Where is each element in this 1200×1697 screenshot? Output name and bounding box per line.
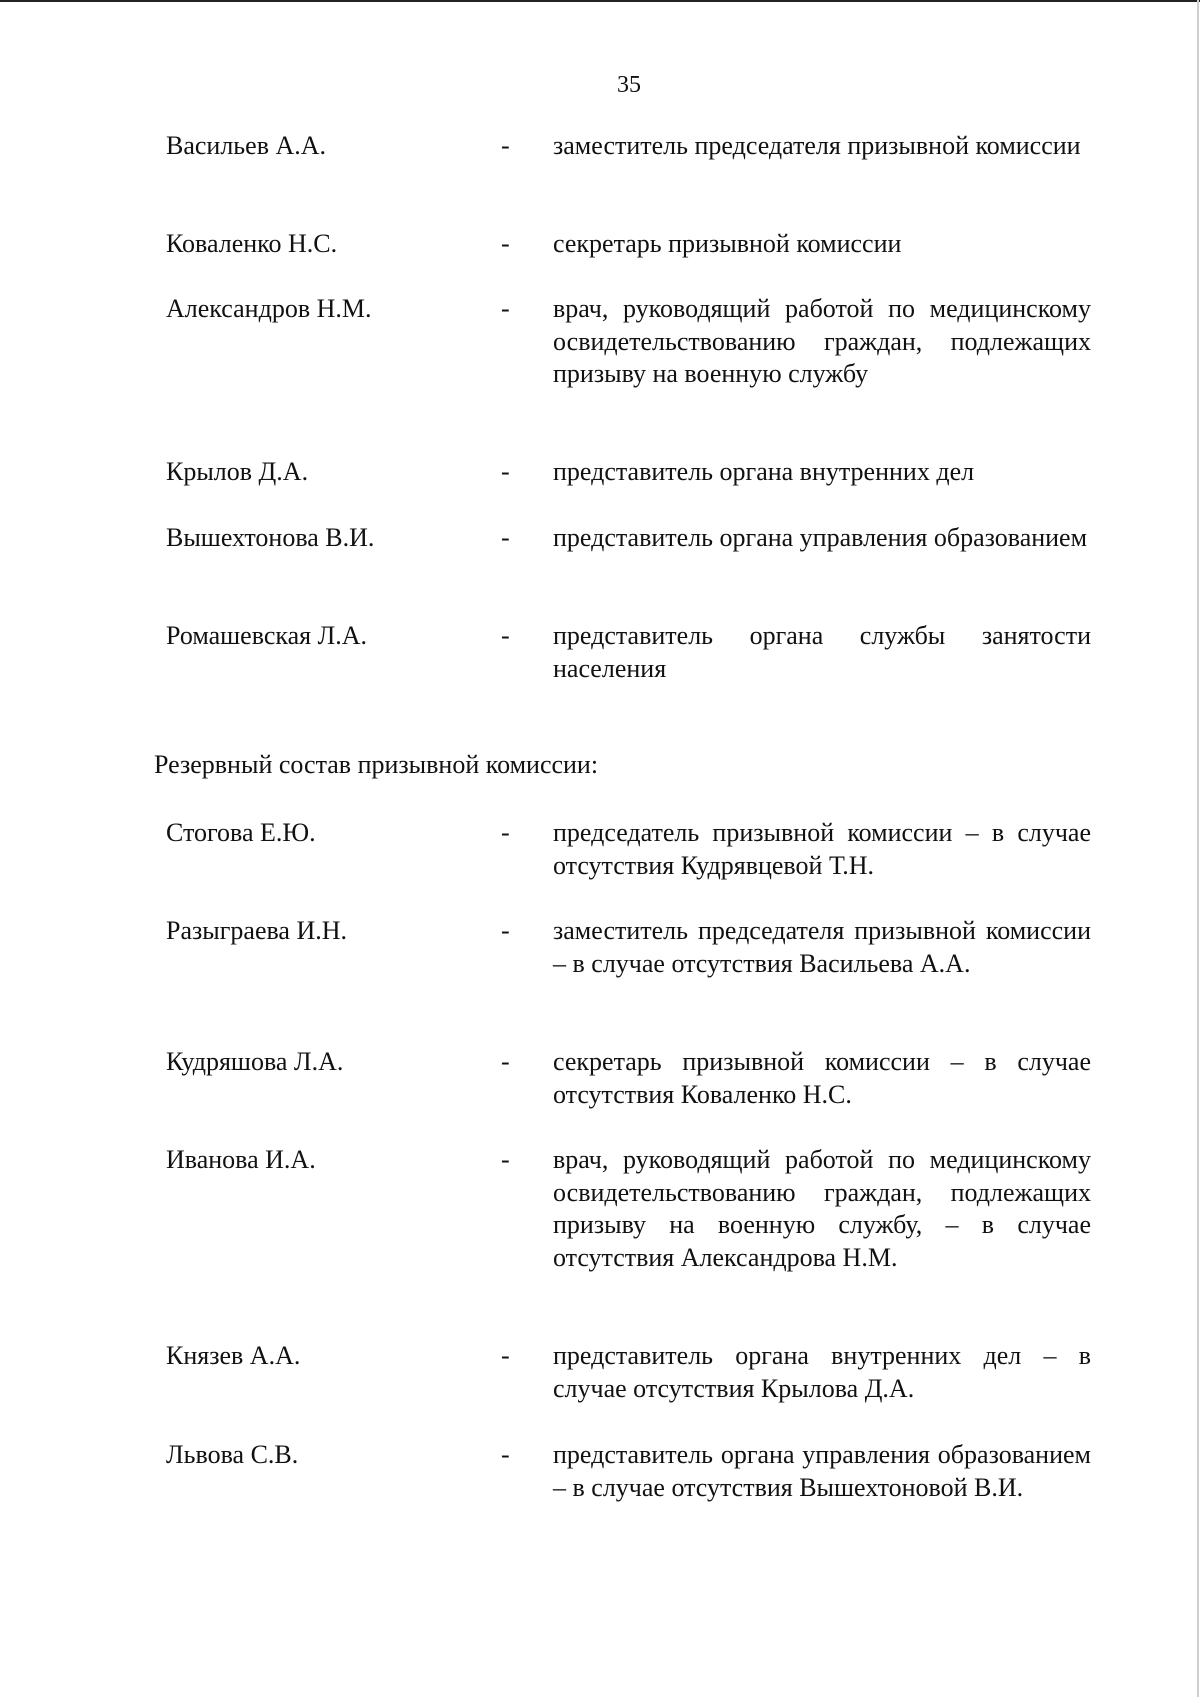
separator-dash: - <box>501 294 510 323</box>
member-name: Иванова И.А. <box>166 1145 316 1174</box>
member-role: секретарь призывной комиссии – в случае отсутствия Коваленко Н.С. <box>553 1047 1091 1109</box>
member-name: Кудряшова Л.А. <box>166 1047 344 1076</box>
separator-dash: - <box>501 523 510 552</box>
separator-dash: - <box>501 621 510 650</box>
member-name: Ромашевская Л.А. <box>166 621 368 650</box>
member-role: представитель органа внутренних дел <box>553 457 975 486</box>
member-name: Александров Н.М. <box>166 294 372 323</box>
separator-dash: - <box>501 1047 510 1076</box>
member-role: представитель органа управления образованием – в случае отсутствия Вышехтоновой В.И. <box>553 1440 1091 1502</box>
separator-dash: - <box>501 229 510 258</box>
member-role: представитель органа службы занятости населения <box>553 621 1091 683</box>
separator-dash: - <box>501 1341 510 1370</box>
member-name: Разыграева И.Н. <box>166 916 348 945</box>
member-role: представитель органа управления образованием <box>553 523 1088 552</box>
reserve-section-heading: Резервный состав призывной комиссии: <box>154 750 599 779</box>
member-name: Васильев А.А. <box>166 131 327 160</box>
separator-dash: - <box>501 916 510 945</box>
member-role: врач, руководящий работой по медицинскому освидетельствованию граждан, подлежащих призыву на военную службу, – в случае отсутствия Александрова Н.М. <box>553 1145 1091 1272</box>
member-role: представитель органа внутренних дел – в случае отсутствия Крылова Д.А. <box>553 1341 1091 1403</box>
member-role: заместитель председателя призывной комиссии <box>553 131 1081 160</box>
separator-dash: - <box>501 818 510 847</box>
member-name: Львова С.В. <box>166 1440 299 1469</box>
member-role: секретарь призывной комиссии <box>553 229 902 258</box>
member-name: Коваленко Н.С. <box>166 229 338 258</box>
page-number: 35 <box>617 72 641 98</box>
member-name: Князев А.А. <box>166 1341 301 1370</box>
separator-dash: - <box>501 457 510 486</box>
member-name: Крылов Д.А. <box>166 457 309 486</box>
separator-dash: - <box>501 131 510 160</box>
member-name: Стогова Е.Ю. <box>166 818 316 847</box>
separator-dash: - <box>501 1145 510 1174</box>
member-name: Вышехтонова В.И. <box>166 523 375 552</box>
separator-dash: - <box>501 1440 510 1469</box>
member-role: заместитель председателя призывной комиссии – в случае отсутствия Васильева А.А. <box>553 916 1091 978</box>
member-role: врач, руководящий работой по медицинскому освидетельствованию граждан, подлежащих призыву на военную службу <box>553 294 1091 388</box>
member-role: председатель призывной комиссии – в случае отсутствия Кудрявцевой Т.Н. <box>553 818 1091 880</box>
